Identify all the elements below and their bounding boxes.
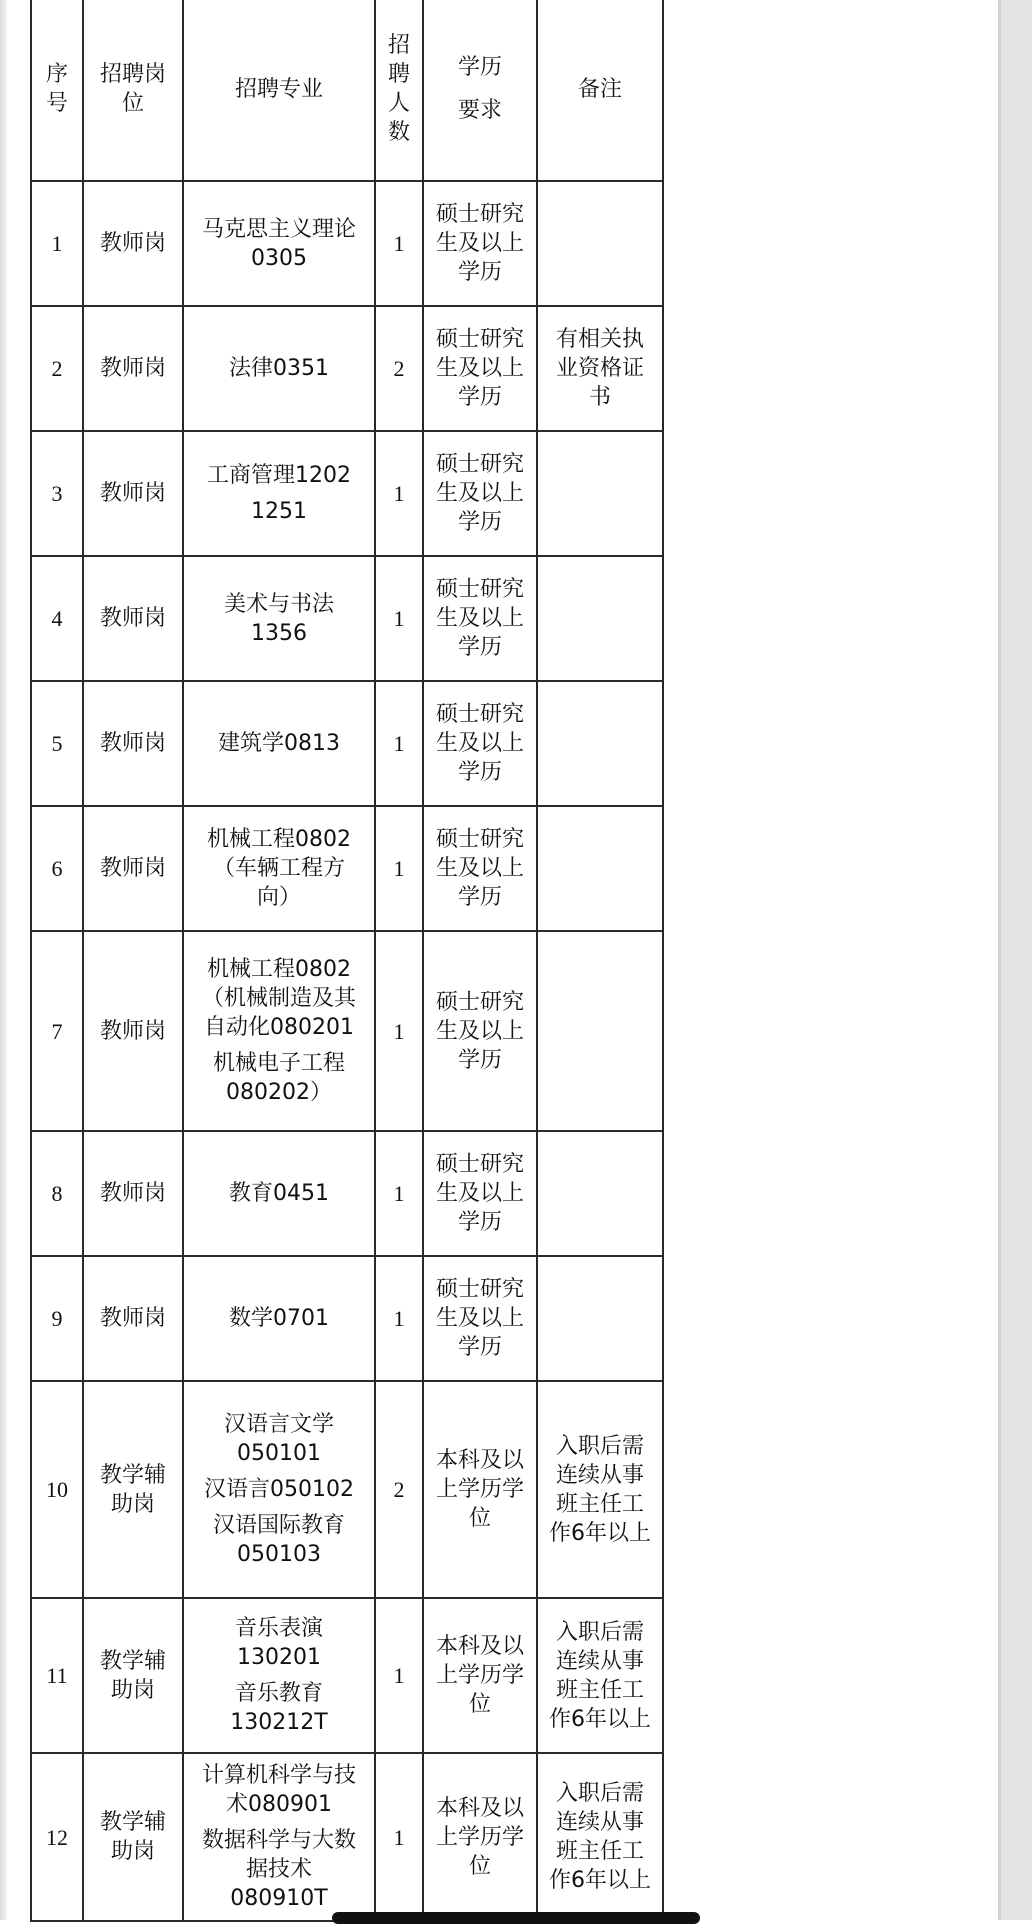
cell-seq: 10 (31, 1381, 83, 1598)
cell-major (183, 306, 375, 431)
cell-seq: 4 (31, 556, 83, 681)
cell-remark: 入职后需连续从事班主任工作6年以上 (537, 1753, 663, 1921)
cell-count: 1 (375, 181, 423, 306)
cell-seq: 1 (31, 181, 83, 306)
cell-major (183, 1256, 375, 1381)
cell-position: 教学辅助岗 (83, 1381, 183, 1598)
home-indicator (332, 1912, 700, 1924)
table-row (31, 1598, 663, 1753)
recruitment-table (30, 0, 664, 1922)
cell-count: 1 (375, 431, 423, 556)
cell-education: 硕士研究生及以上学历 (423, 1131, 537, 1256)
header-position: 招聘岗位 (83, 0, 183, 181)
table-row (31, 806, 663, 931)
table-row (31, 1256, 663, 1381)
major-line: 教育0451 (229, 1181, 329, 1206)
cell-education: 硕士研究生及以上学历 (423, 806, 537, 931)
cell-count: 1 (375, 556, 423, 681)
table-row (31, 931, 663, 1131)
major-line: 法律0351 (229, 356, 329, 381)
cell-seq: 2 (31, 306, 83, 431)
table-body (31, 181, 663, 1921)
cell-education: 硕士研究生及以上学历 (423, 306, 537, 431)
table-row (31, 306, 663, 431)
major-line: 建筑学0813 (218, 731, 340, 756)
cell-seq: 5 (31, 681, 83, 806)
cell-education: 硕士研究生及以上学历 (423, 1256, 537, 1381)
cell-position: 教学辅助岗 (83, 1753, 183, 1921)
table-row (31, 431, 663, 556)
cell-position: 教师岗 (83, 931, 183, 1131)
major-line: 0305 (251, 245, 307, 271)
header-seq: 序号 (31, 0, 83, 181)
cell-count: 1 (375, 1256, 423, 1381)
cell-position: 教师岗 (83, 1131, 183, 1256)
cell-major (183, 1753, 375, 1921)
table-header-row (31, 0, 663, 181)
cell-major (183, 681, 375, 806)
table-row (31, 1131, 663, 1256)
header-education (423, 0, 537, 181)
table-row (31, 556, 663, 681)
cell-education: 硕士研究生及以上学历 (423, 556, 537, 681)
cell-position: 教师岗 (83, 681, 183, 806)
cell-seq: 12 (31, 1753, 83, 1921)
header-education-line2: 要求 (457, 98, 502, 123)
table-row (31, 681, 663, 806)
table-row (31, 1381, 663, 1598)
cell-seq: 11 (31, 1598, 83, 1753)
cell-count: 2 (375, 1381, 423, 1598)
cell-remark (537, 806, 663, 931)
cell-remark: 入职后需连续从事班主任工作6年以上 (537, 1598, 663, 1753)
major-line: 计算机科学与技术080901 (201, 1763, 356, 1817)
cell-position: 教师岗 (83, 1256, 183, 1381)
table-row (31, 1753, 663, 1921)
cell-remark (537, 431, 663, 556)
cell-count: 2 (375, 306, 423, 431)
cell-remark (537, 1131, 663, 1256)
header-remark: 备注 (537, 0, 663, 181)
major-line: 汉语言050102 (204, 1477, 354, 1502)
cell-position: 教师岗 (83, 431, 183, 556)
major-line: 机械工程0802（车辆工程方向） (207, 827, 351, 910)
cell-count: 1 (375, 1598, 423, 1753)
page-right-margin (998, 0, 1032, 1920)
cell-count: 1 (375, 931, 423, 1131)
cell-education: 硕士研究生及以上学历 (423, 681, 537, 806)
cell-remark (537, 931, 663, 1131)
cell-education: 硕士研究生及以上学历 (423, 181, 537, 306)
major-line: 数据科学与大数据技术080910T (201, 1828, 356, 1911)
cell-remark (537, 181, 663, 306)
cell-major (183, 181, 375, 306)
cell-major (183, 431, 375, 556)
cell-count: 1 (375, 1753, 423, 1921)
header-major: 招聘专业 (183, 0, 375, 181)
major-line: 音乐教育130212T (230, 1681, 328, 1735)
cell-remark: 有相关执业资格证书 (537, 306, 663, 431)
header-education-line1: 学历 (457, 55, 502, 80)
cell-major (183, 931, 375, 1131)
cell-seq: 9 (31, 1256, 83, 1381)
cell-education: 本科及以上学历学位 (423, 1381, 537, 1598)
cell-major (183, 1381, 375, 1598)
cell-education: 硕士研究生及以上学历 (423, 931, 537, 1131)
cell-position: 教师岗 (83, 181, 183, 306)
cell-seq: 8 (31, 1131, 83, 1256)
major-line: 美术与书法1356 (223, 591, 334, 646)
major-line: 马克思主义理论 (201, 216, 356, 242)
cell-remark (537, 556, 663, 681)
cell-major (183, 806, 375, 931)
major-line: 1251 (251, 499, 307, 524)
cell-major (183, 1598, 375, 1753)
table-row (31, 181, 663, 306)
major-line: 机械工程0802（机械制造及其自动化080201 (201, 957, 356, 1040)
cell-count: 1 (375, 806, 423, 931)
cell-major (183, 556, 375, 681)
cell-remark: 入职后需连续从事班主任工作6年以上 (537, 1381, 663, 1598)
cell-position: 教师岗 (83, 556, 183, 681)
cell-education: 本科及以上学历学位 (423, 1753, 537, 1921)
page-left-edge (0, 0, 7, 1920)
cell-education: 本科及以上学历学位 (423, 1598, 537, 1753)
cell-major (183, 1131, 375, 1256)
cell-seq: 3 (31, 431, 83, 556)
cell-remark (537, 681, 663, 806)
major-line: 音乐表演130201 (234, 1616, 323, 1670)
cell-count: 1 (375, 681, 423, 806)
major-line: 数学0701 (229, 1306, 329, 1331)
cell-position: 教师岗 (83, 806, 183, 931)
major-line: 汉语国际教育050103 (212, 1513, 345, 1567)
cell-education: 硕士研究生及以上学历 (423, 431, 537, 556)
cell-seq: 6 (31, 806, 83, 931)
cell-remark (537, 1256, 663, 1381)
cell-position: 教师岗 (83, 306, 183, 431)
cell-count: 1 (375, 1131, 423, 1256)
major-line: 机械电子工程080202） (212, 1051, 345, 1105)
major-line: 工商管理1202 (207, 463, 351, 488)
major-line: 汉语言文学050101 (223, 1412, 334, 1466)
cell-seq: 7 (31, 931, 83, 1131)
header-count: 招聘人数 (375, 0, 423, 181)
cell-position: 教学辅助岗 (83, 1598, 183, 1753)
